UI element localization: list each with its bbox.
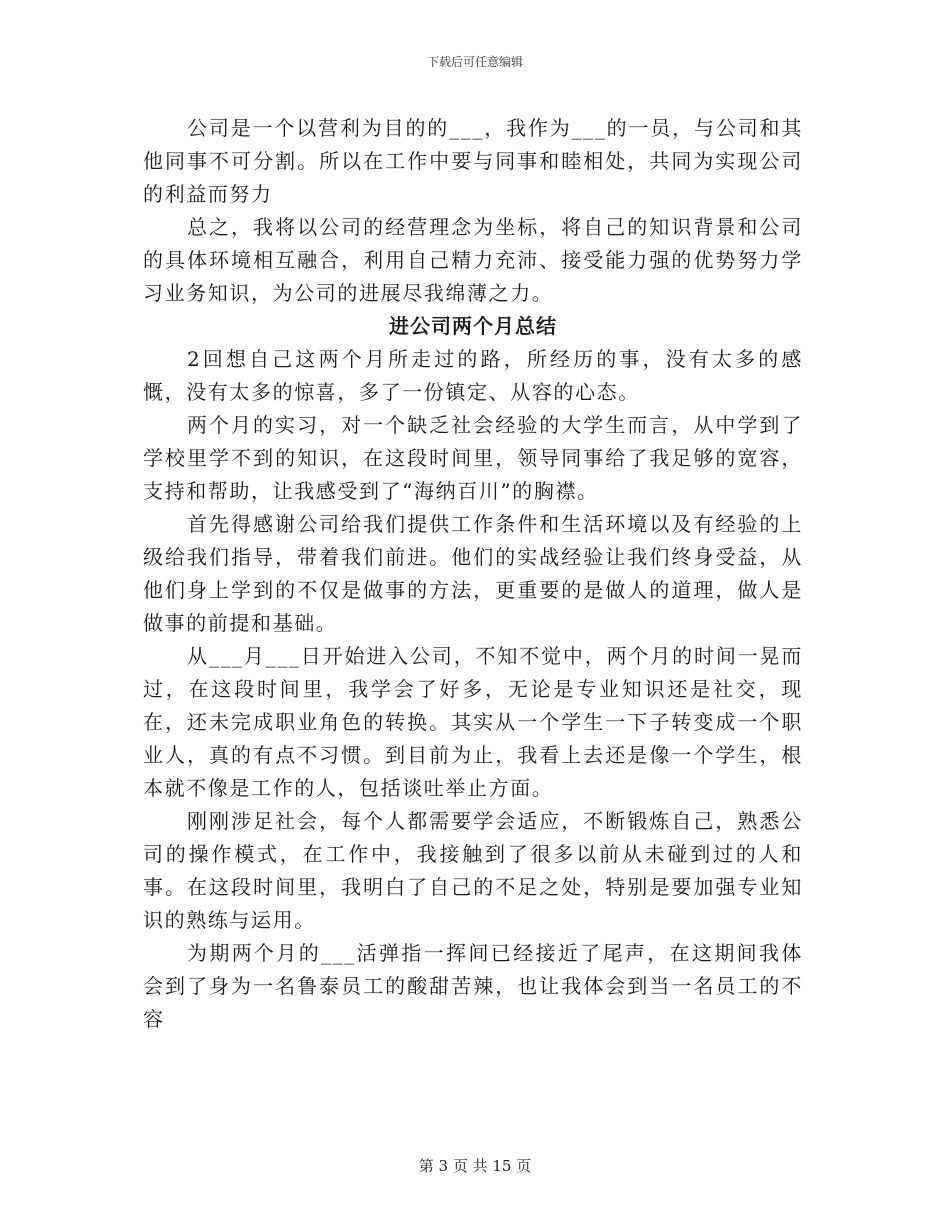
paragraph: 公司是一个以营利为目的的___，我作为___的一员，与公司和其他同事不可分割。所以在工作中要与同事和睦相处，共同为实现公司的利益而努力 <box>143 116 803 206</box>
paragraph: 刚刚涉足社会，每个人都需要学会适应，不断锻炼自己，熟悉公司的操作模式，在工作中，我接触到了很多以前从未碰到过的人和事。在这段时间里，我明白了自己的不足之处，特别是要加强专业知识的熟练与运用。 <box>143 809 803 932</box>
paragraph: 为期两个月的___活弹指一挥间已经接近了尾声，在这期间我体会到了身为一名鲁泰员工的酸甜苦辣，也让我体会到当一名员工的不容 <box>143 941 803 1031</box>
paragraph: 2回想自己这两个月所走过的路，所经历的事，没有太多的感慨，没有太多的惊喜，多了一份镇定、从容的心态。 <box>143 347 803 404</box>
document-body <box>143 112 803 1036</box>
paragraph: 两个月的实习，对一个缺乏社会经验的大学生而言，从中学到了学校里学不到的知识，在这段时间里，领导同事给了我足够的宽容，支持和帮助，让我感受到了“海纳百川”的胸襟。 <box>143 413 803 503</box>
paragraph: 首先得感谢公司给我们提供工作条件和生活环境以及有经验的上级给我们指导，带着我们前进。他们的实战经验让我们终身受益，从他们身上学到的不仅是做事的方法，更重要的是做人的道理，做人是做事的前提和基础。 <box>143 512 803 635</box>
paragraph: 总之，我将以公司的经营理念为坐标，将自己的知识背景和公司的具体环境相互融合，利用自己精力充沛、接受能力强的优势努力学习业务知识，为公司的进展尽我绵薄之力。 <box>143 215 803 305</box>
section-title: 进公司两个月总结 <box>389 314 557 338</box>
paragraph: 从___月___日开始进入公司，不知不觉中，两个月的时间一晃而过，在这段时间里，我学会了好多，无论是专业知识还是社交，现在，还未完成职业角色的转换。其实从一个学生一下子转变成一个职业人，真的有点不习惯。到目前为止，我看上去还是像一个学生，根本就不像是工作的人，包括谈吐举止方面。 <box>143 644 803 800</box>
page-header-note: 下载后可任意编辑 <box>426 55 523 69</box>
page-number: 第 3 页 共 15 页 <box>418 1157 532 1175</box>
